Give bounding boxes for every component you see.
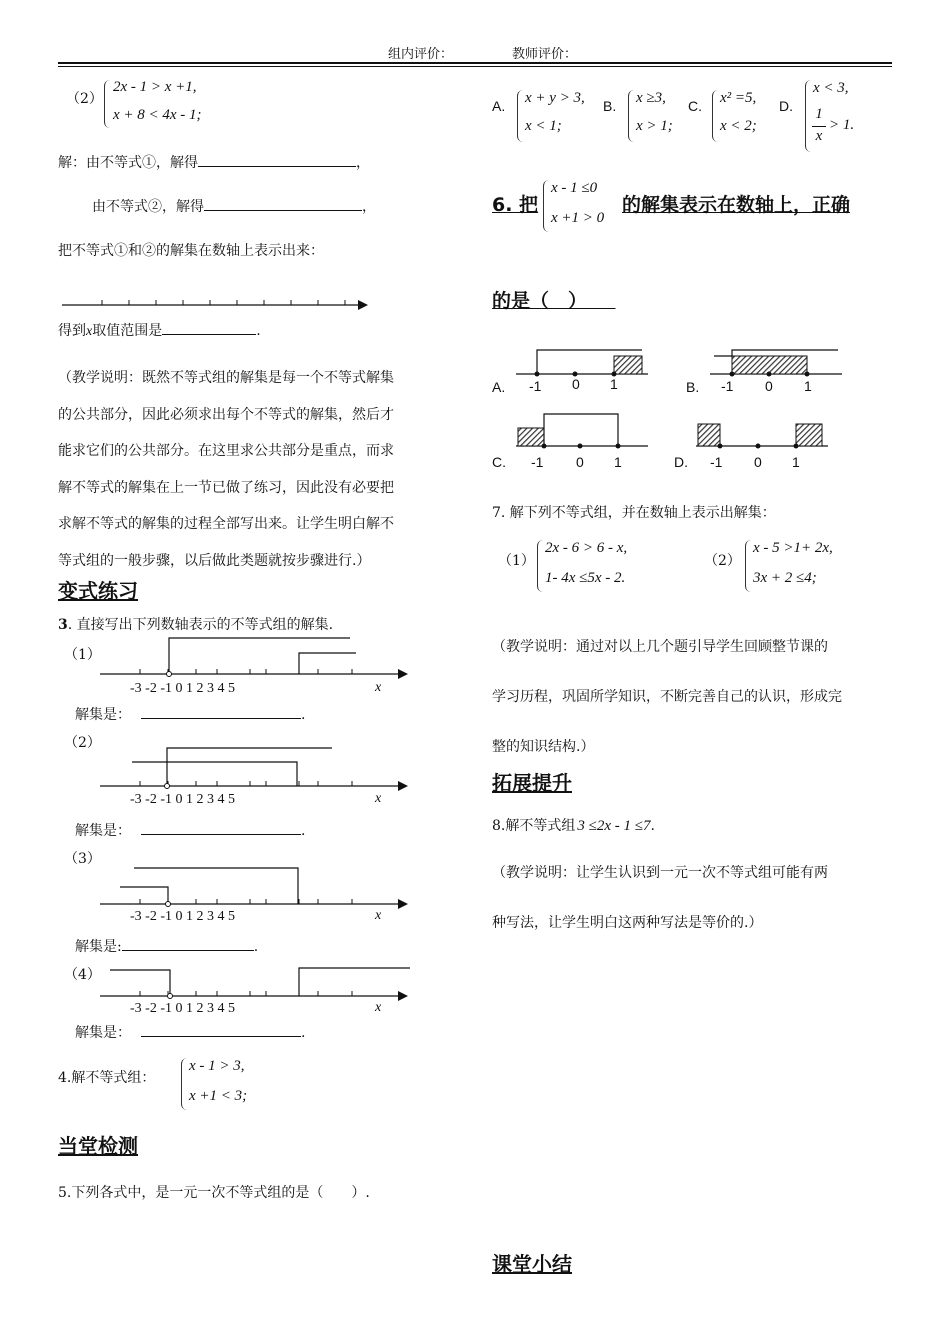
q7-1-line2: 1- 4x ≤5x - 2.	[545, 570, 626, 586]
q4-text: 4.解不等式组：	[58, 1070, 156, 1086]
q7-1-line1: 2x - 6 > 6 - x,	[545, 540, 628, 556]
q5-opt-a-l1: x + y > 3,	[525, 90, 585, 106]
q5-opt-d-brace	[805, 80, 812, 152]
range-line: 得到x取值范围是 .	[58, 320, 261, 340]
q6-prefix: 6. 把	[492, 194, 539, 216]
q5-opt-c-l1: x² =5,	[720, 90, 757, 106]
q5-opt-b-brace	[628, 90, 635, 142]
heading-summary: 课堂小结	[492, 1252, 572, 1276]
q5-opt-d-l1: x < 3,	[813, 80, 849, 96]
q5-opt-a-l2: x < 1;	[525, 118, 562, 134]
q5-opt-a-label: A.	[492, 98, 506, 114]
nl3-answer: 解集是: .	[75, 936, 258, 956]
teaching-note-2: （教学说明：通过对以上几个题引导学生回顾整节课的 学习历程，巩固所学知识，不断完善自己的认识，形成完 整的知识结构.）	[492, 639, 842, 755]
q4-line2: x +1 < 3;	[189, 1088, 248, 1104]
nl3-x: x	[375, 908, 382, 923]
q6-brace	[543, 180, 550, 232]
p2-line1: 2x - 1 > x +1,	[113, 79, 197, 95]
q3-text: 3. 直接写出下列数轴表示的不等式组的解集.	[58, 617, 334, 633]
nl2-label: （2）	[64, 735, 101, 751]
q6-c-t3: 1	[614, 454, 622, 470]
number-line-1	[100, 636, 410, 682]
q5-opt-b-l1: x ≥3,	[636, 90, 666, 106]
nl1-ticks: -3 -2 -1 0 1 2 3 4 5	[130, 681, 235, 696]
q6-line2: x +1 > 0	[551, 210, 605, 226]
show-instruction: 把不等式①和②的解集在数轴上表示出来：	[58, 243, 324, 259]
q6-a-t2: 0	[572, 376, 580, 392]
q7-2-brace	[745, 540, 752, 592]
q5-opt-b-label: B.	[603, 98, 617, 114]
nl2-x: x	[375, 791, 382, 806]
q6-suffix: 的解集表示在数轴上，正确	[622, 194, 851, 216]
nl3-ticks: -3 -2 -1 0 1 2 3 4 5	[130, 909, 235, 924]
p2-line2: x + 8 < 4x - 1;	[113, 107, 202, 123]
solution-line1: 解：由不等式①，解得 ，	[58, 152, 370, 172]
q7-1-brace	[537, 540, 544, 592]
q7-1-num: （1）	[498, 553, 535, 569]
nl4-answer: 解集是： .	[75, 1022, 305, 1042]
q6-c-t1: -1	[531, 454, 544, 470]
q6-d-t3: 1	[792, 454, 800, 470]
p2-number: （2）	[66, 91, 103, 107]
nl3-label: （3）	[64, 851, 101, 867]
q7-2-line1: x - 5 >1+ 2x,	[753, 540, 833, 556]
number-line-3	[100, 862, 410, 908]
nl4-x: x	[375, 1000, 382, 1015]
heading-check: 当堂检测	[58, 1134, 138, 1158]
q6-opt-b-label: B.	[686, 379, 700, 395]
q6-graph-c	[516, 410, 650, 460]
solution-line2: 由不等式②，解得 ，	[92, 196, 376, 216]
q4-line1: x - 1 > 3,	[189, 1058, 245, 1074]
group-eval-label: 组内评价：	[388, 47, 454, 62]
q5-opt-d-l2: > 1.	[829, 117, 855, 133]
q6-opt-a-label: A.	[492, 379, 506, 395]
q5-opt-d-frac-den: x	[815, 128, 823, 144]
teaching-note-3: （教学说明：让学生认识到一元一次不等式组可能有两 种写法，让学生明白这两种写法是等价的.）	[492, 865, 828, 931]
heading-extend: 拓展提升	[492, 771, 572, 795]
q5-opt-d-label: D.	[779, 98, 793, 114]
q5-opt-d-frac-bar	[812, 126, 826, 127]
q6-opt-d-label: D.	[674, 454, 688, 470]
q5-opt-c-label: C.	[688, 98, 702, 114]
q7-2-line2: 3x + 2 ≤4;	[753, 570, 817, 586]
q5-opt-c-brace	[712, 90, 719, 142]
header-rule	[58, 62, 892, 64]
q6-line1: x - 1 ≤0	[551, 180, 598, 196]
q7-2-num: （2）	[704, 553, 741, 569]
nl4-label: （4）	[64, 967, 101, 983]
nl1-x: x	[375, 680, 382, 695]
q6-opt-c-label: C.	[492, 454, 506, 470]
q5-opt-c-l2: x < 2;	[720, 118, 757, 134]
number-line-2	[100, 744, 410, 790]
q6-d-t1: -1	[710, 454, 723, 470]
q8-text: 8.解不等式组 3 ≤2x - 1 ≤7.	[492, 818, 655, 834]
nl4-ticks: -3 -2 -1 0 1 2 3 4 5	[130, 1001, 235, 1016]
q6-c-t2: 0	[576, 454, 584, 470]
q5-opt-d-frac-num: 1	[815, 106, 823, 122]
q6-ending: 的是（ ）	[492, 290, 616, 312]
q6-b-t3: 1	[804, 378, 812, 394]
q6-b-t2: 0	[765, 378, 773, 394]
header-rule-thin	[58, 66, 892, 67]
q7-text: 7. 解下列不等式组，并在数轴上表示出解集：	[492, 505, 776, 521]
q4-brace	[181, 1058, 188, 1110]
nl1-answer: 解集是： .	[75, 704, 305, 724]
nl1-label: （1）	[64, 647, 101, 663]
q6-b-t1: -1	[721, 378, 734, 394]
q6-a-t1: -1	[529, 378, 542, 394]
teaching-note-1: （教学说明：既然不等式组的解集是每一个不等式解集 的公共部分，因此必须求出每个不等式的解集，然后才 能求它们的公共部分。在这里求公共部分是重点，而求 解不等式的解集在上一节已做了练习，因此没有必要把 求解不等式的解集的过程全部写出来。让学生明白解不 等式组的一般步骤，以后做此类题就按步骤进行.）	[58, 370, 394, 569]
nl2-ticks: -3 -2 -1 0 1 2 3 4 5	[130, 792, 235, 807]
q5-opt-a-brace	[517, 90, 524, 142]
q5-text: 5.下列各式中，是一元一次不等式组的是（ ）.	[58, 1185, 370, 1201]
q6-a-t3: 1	[610, 376, 618, 392]
nl2-answer: 解集是： .	[75, 820, 305, 840]
heading-variation: 变式练习	[58, 579, 138, 603]
p2-brace	[104, 80, 111, 128]
teacher-eval-label: 教师评价：	[512, 47, 578, 62]
q6-d-t2: 0	[754, 454, 762, 470]
empty-number-line	[60, 296, 370, 312]
q5-opt-b-l2: x > 1;	[636, 118, 673, 134]
